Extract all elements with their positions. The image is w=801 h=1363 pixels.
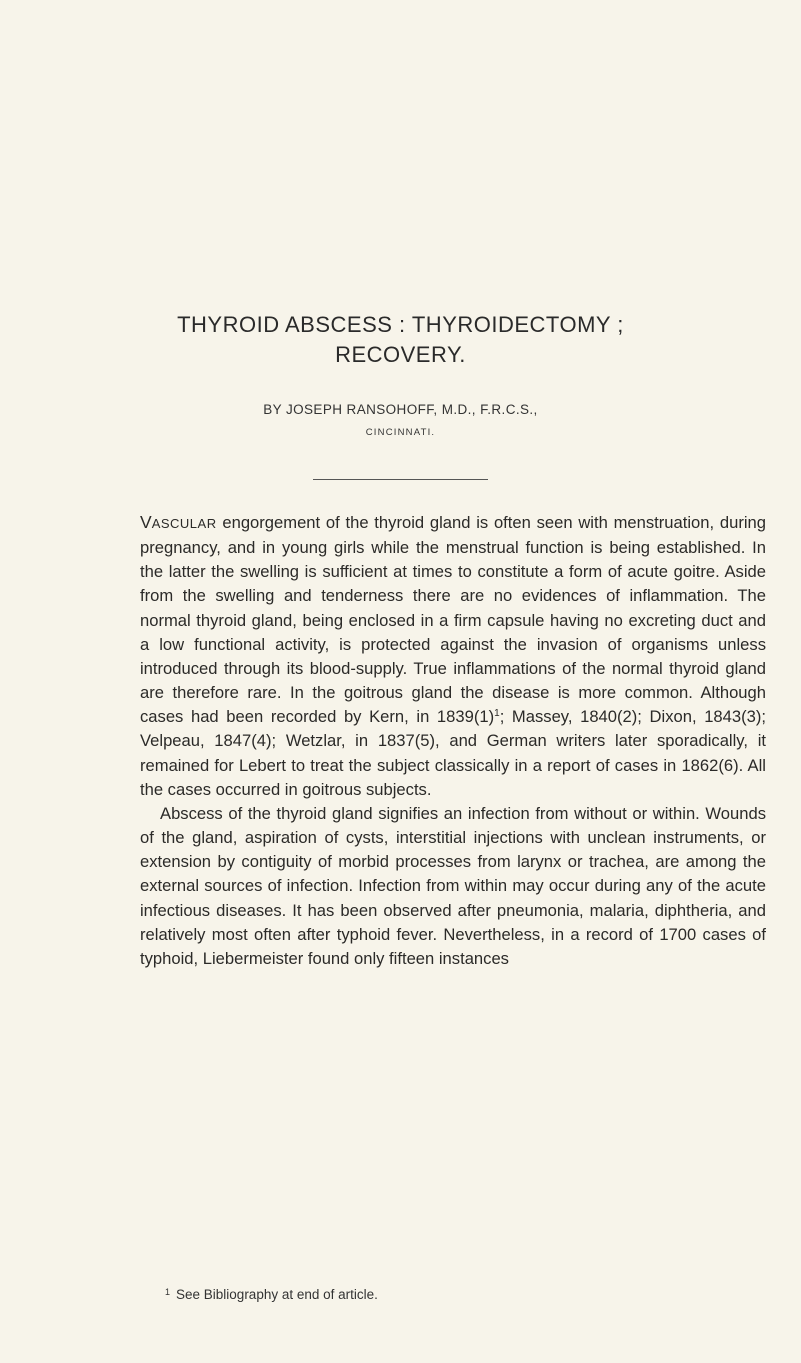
- footnote-reference: 1: [494, 708, 500, 720]
- author-byline: BY JOSEPH RANSOHOFF, M.D., F.R.C.S.,: [263, 402, 538, 417]
- drop-capital: V: [140, 512, 152, 532]
- paragraph-1: [140, 510, 766, 802]
- article-title-line-2: RECOVERY.: [335, 342, 466, 367]
- paragraph-2: Abscess of the thyroid gland signifies an infection from without or within. Wounds of the gland, aspiration of cysts, interstitial injections with unclean instruments, or extension by contiguity of morbid processes from larynx or trachea, are among the external sources of infection. Infection from within may occur during any of the acute infectious diseases. It has been observed after pneumonia, malaria, diphtheria, and relatively most often after typhoid fever. Nevertheless, in a record of 1700 cases of typhoid, Liebermeister found only fifteen instances: [140, 803, 766, 968]
- article-body: [140, 510, 766, 971]
- paragraph-1-text-continued: ; Massey, 1840(2); Dixon, 1843(3); Velpeau, 1847(4); Wetzlar, in 1837(5), and German writers later sporadically, it remained for Lebert to treat the subject classically in a report of cases in 1862(6). All the cases occurred in goitrous subjects.: [140, 707, 766, 799]
- footnote: [140, 1287, 766, 1302]
- small-caps-word: ASCULAR: [151, 516, 217, 531]
- footnote-text: See Bibliography at end of article.: [176, 1287, 378, 1302]
- divider-rule: [313, 479, 488, 480]
- footnote-mark: 1: [165, 1287, 171, 1297]
- author-affiliation: CINCINNATI.: [365, 427, 436, 438]
- paragraph-1-text: engorgement of the thyroid gland is often seen with menstruation, during pregnancy, and in young girls while the menstrual function is being established. In the latter the swelling is sufficient at times to constitute a form of acute goitre. Aside from the swelling and tenderness there are no evidences of inflammation. The normal thyroid gland, being enclosed in a firm capsule having no excreting duct and a low functional activity, is protected against the invasion of organisms unless introduced through its blood-supply. True inflammations of the normal thyroid gland are therefore rare. In the goitrous gland the disease is more common. Although cases had been recorded by Kern, in 1839(1): [140, 513, 766, 727]
- article-title-line-1: THYROID ABSCESS : THYROIDECTOMY ;: [177, 312, 624, 337]
